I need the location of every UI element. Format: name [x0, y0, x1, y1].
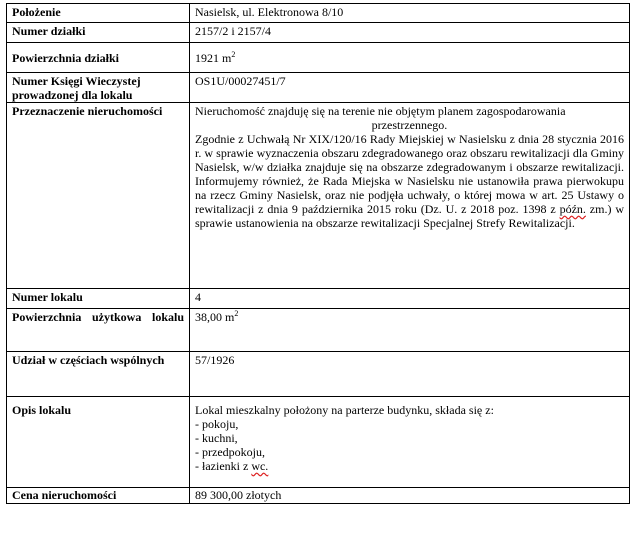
value-przeznaczenie [190, 103, 630, 289]
value-ksiega: OS1U/00027451/7 [190, 73, 630, 103]
przeznaczenie-p1b: przestrzennego. [371, 118, 448, 132]
value-opis [190, 397, 630, 488]
label-powierzchnia-uzytkowa: Powierzchnia użytkowa lokalu [7, 309, 190, 352]
value-powierzchnia-uzytkowa: 38,00 $m^2$ [190, 309, 630, 352]
row-numer-dzialki [7, 23, 630, 43]
value-udzial: 57/1926 [190, 352, 630, 397]
row-przeznaczenie [7, 103, 630, 289]
value-numer-lokalu: 4 [190, 289, 630, 309]
label-opis: Opis lokalu [7, 397, 190, 488]
label-numer-lokalu: Numer lokalu [7, 289, 190, 309]
row-polozenie [7, 4, 630, 23]
przeznaczenie-p2: Zgodnie z Uchwałą Nr XIX/120/16 Rady Miejskiej w Nasielsku z dnia 28 stycznia 2016 r. w sprawie wyznaczenia obszaru zdegradowanego oraz obszaru rewitalizacji dla Gminy Nasielsk, w/w działka znajduje się na obszarze zdegradowanym i obszarze rewitalizacji. Informujemy również, że Rada Miejska w Nasielsku nie ustanowiła prawa pierwokupu na rzecz Gminy Nasielsk, oraz nie podjęła uchwały, o której mowa w art. 25 Ustawy o rewitalizacji z dnia 9 października 2015 roku (Dz. U. z 2018 poz. 1398 z późn. zm.) w sprawie ustanowienia na obszarze rewitalizacji Specjalnej Strefy Rewitalizacji. [195, 132, 625, 230]
label-polozenie: Położenie [7, 4, 190, 23]
przeznaczenie-p1: Nieruchomość znajduję się na terenie nie objętym planem zagospodarowania [195, 104, 566, 118]
row-opis [7, 397, 630, 488]
property-table [6, 3, 630, 504]
value-powierzchnia-dzialki: 1921 $m^2$ [190, 43, 630, 73]
label-cena: Cena nieruchomości [7, 488, 190, 504]
label-numer-dzialki: Numer działki [7, 23, 190, 43]
row-cena [7, 488, 630, 504]
row-numer-lokalu [7, 289, 630, 309]
row-powierzchnia-dzialki [7, 43, 630, 73]
opis-item: - kuchni, [195, 431, 238, 445]
value-numer-dzialki: 2157/2 i 2157/4 [190, 23, 630, 43]
opis-item: - pokoju, [195, 417, 239, 431]
row-powierzchnia-uzytkowa [7, 309, 630, 352]
opis-item: - łazienki z wc. [195, 459, 269, 473]
value-polozenie: Nasielsk, ul. Elektronowa 8/10 [190, 4, 630, 23]
label-ksiega: Numer Księgi Wieczystej prowadzonej dla lokalu [7, 73, 190, 103]
value-cena: 89 300,00 złotych [190, 488, 630, 504]
label-udzial: Udział w częściach wspólnych [7, 352, 190, 397]
label-przeznaczenie: Przeznaczenie nieruchomości [7, 103, 190, 289]
label-powierzchnia-dzialki: Powierzchnia działki [7, 43, 190, 73]
row-udzial [7, 352, 630, 397]
opis-intro: Lokal mieszkalny położony na parterze budynku, składa się z: [195, 403, 494, 417]
row-ksiega [7, 73, 630, 103]
opis-item: - przedpokoju, [195, 445, 265, 459]
